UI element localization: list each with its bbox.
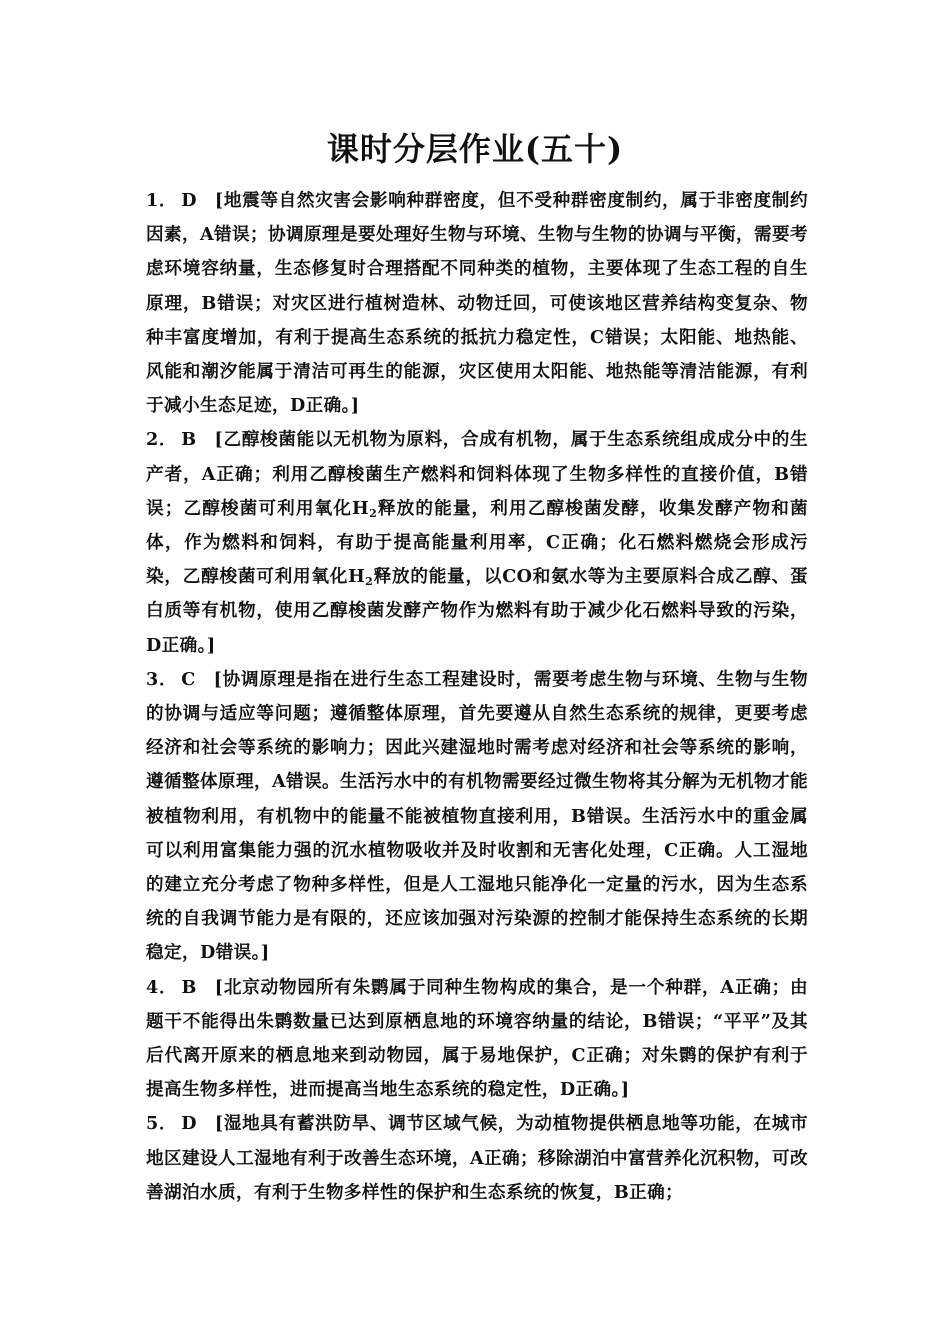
answer-explanation-part: 释放的能量，以CO和氨水等为主要原料合成乙醇、蛋白质等有机物，使用乙醇梭菌发酵产物作为燃料有助于减少化石燃料导致的污染，D正确。]	[146, 566, 808, 656]
answer-item-1	[146, 184, 808, 423]
answer-item-2	[146, 423, 808, 662]
answer-number: 2．	[146, 429, 178, 451]
answer-explanation: [北京动物园所有朱鹮属于同种生物构成的集合，是一个种群，A正确；由题干不能得出朱鹮数量已达到原栖息地的环境容纳量的结论，B错误；“平平”及其后代离开原来的栖息地来到动物园，属于易地保护，C正确；对朱鹮的保护有利于提高生物多样性，进而提高当地生态系统的稳定性，D正确。]	[146, 976, 808, 1101]
answer-choice: C	[181, 668, 196, 690]
answer-number: 1．	[146, 190, 178, 211]
answer-number: 5．	[146, 1113, 178, 1135]
answer-explanation: [协调原理是指在进行生态工程建设时，需要考虑生物与环境、生物与生物的协调与适应等问题；遵循整体原理，首先要遵从自然生态系统的规律，更要考虑经济和社会等系统的影响力；因此兴建湿地时需考虑对经济和社会等系统的影响，遵循整体原理，A错误。生活污水中的有机物需要经过微生物将其分解为无机物才能被植物利用，有机物中的能量不能被植物直接利用，B错误。生活污水中的重金属可以利用富集能力强的沉水植物吸收并及时收割和无害化处理，C正确。人工湿地的建立充分考虑了物种多样性，但是人工湿地只能净化一定量的污水，因为生态系统的自我调节能力是有限的，还应该加强对污染源的控制才能保持生态系统的长期稳定，D错误。]	[146, 668, 808, 964]
page-title: 课时分层作业(五十)	[326, 130, 624, 168]
answer-choice: B	[181, 429, 197, 451]
answer-explanation-part: 释放的能量，利用乙醇梭菌发酵，收集发酵产物和菌体，作为燃料和饲料，有助于提高能量利用率，C正确；化石燃料燃烧会形成污染，乙醇梭菌可利用氧化H	[146, 497, 809, 588]
answer-explanation-part: [乙醇梭菌能以无机物为原料，合成有机物，属于生态系统组成成分中的生产者，A正确；利用乙醇梭菌生产燃料和饲料体现了生物多样性的直接价值，B错误；乙醇梭菌可利用氧化H	[146, 429, 808, 519]
answer-choice: D	[181, 190, 197, 211]
answer-choice: D	[181, 1113, 197, 1135]
subscript-2: 2	[369, 506, 378, 520]
answer-explanation: [湿地具有蓄洪防旱、调节区域气候，为动植物提供栖息地等功能，在城市地区建设人工湿地有利于改善生态环境，A正确；移除湖泊中富营养化沉积物，可改善湖泊水质，有利于生物多样性的保护和生态系统的恢复，B正确；	[146, 1113, 809, 1203]
answer-number: 3．	[146, 668, 178, 690]
answer-item-5	[146, 1107, 808, 1210]
answer-list	[146, 184, 808, 1210]
answer-choice: B	[181, 976, 197, 998]
answer-item-4	[146, 971, 808, 1108]
subscript-2: 2	[365, 575, 374, 589]
answer-item-3	[146, 663, 808, 971]
answer-number: 4．	[146, 976, 178, 998]
answer-explanation: [地震等自然灾害会影响种群密度，但不受种群密度制约，属于非密度制约因素，A错误；协调原理是要处理好生物与环境、生物与生物的协调与平衡，需要考虑环境容纳量，生态修复时合理搭配不同种类的植物，主要体现了生态工程的自生原理，B错误；对灾区进行植树造林、动物迁回，可使该地区营养结构变复杂、物种丰富度增加，有利于提高生态系统的抵抗力稳定性，C错误；太阳能、地热能、风能和潮汐能属于清洁可再生的能源，灾区使用太阳能、地热能等清洁能源，有利于减小生态足迹，D正确。]	[146, 190, 809, 417]
